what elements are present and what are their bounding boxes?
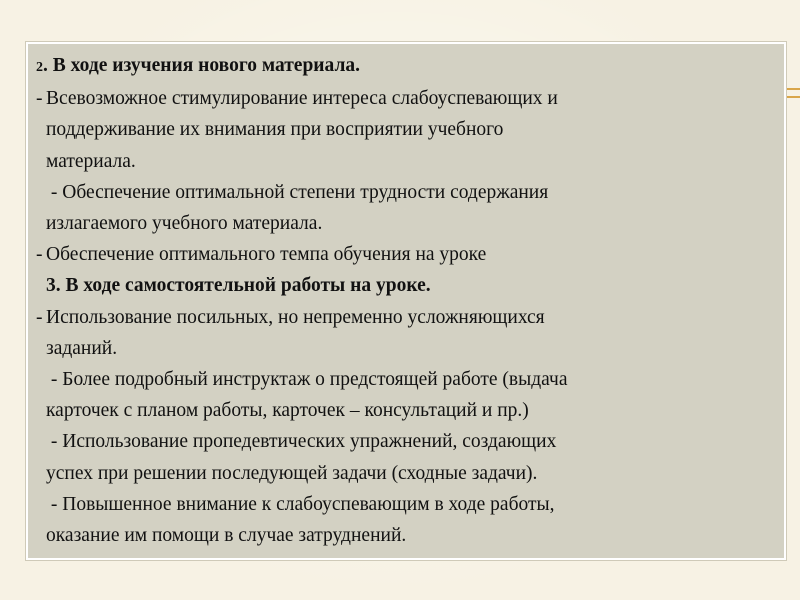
continuation-line: оказание им помощи в случае затруднений. (46, 525, 407, 547)
bullet-dash: - (36, 306, 43, 328)
continuation-line: заданий. (46, 337, 118, 359)
bullet-dash: - (36, 244, 43, 266)
continuation-line: поддерживание их внимания при восприятии учебного (46, 119, 504, 141)
section-heading-3: 3. В ходе самостоятельной работы на уроке. (46, 275, 431, 297)
bullet-dash: - (36, 88, 43, 110)
sub-item-line: - Обеспечение оптимальной степени трудности содержания (46, 181, 549, 203)
sub-item-line: - Повышенное внимание к слабоуспевающим в ходе работы, (46, 493, 555, 515)
content-box (26, 42, 786, 560)
bullet-line (36, 239, 774, 270)
line-text: Всевозможное стимулирование интереса слабоуспевающих и (46, 88, 558, 110)
continuation-line: материала. (46, 150, 136, 172)
continuation-line: карточек с планом работы, карточек – консультаций и пр.) (46, 400, 529, 422)
decorative-stripe (786, 96, 800, 98)
continuation-line: успех при решении последующей задачи (сходные задачи). (46, 462, 538, 484)
line-text: Обеспечение оптимального темпа обучения на уроке (46, 244, 487, 266)
section-heading-2 (36, 50, 774, 83)
section-heading-text: . В ходе изучения нового материала. (43, 55, 361, 76)
bullet-line (36, 83, 774, 114)
sub-item-line: - Более подробный инструктаж о предстоящей работе (выдача (46, 369, 568, 391)
line-text: Использование посильных, но непременно усложняющихся (46, 306, 545, 328)
continuation-line: излагаемого учебного материала. (46, 213, 323, 235)
decorative-stripe (786, 88, 800, 90)
section-heading-number: 2 (36, 60, 43, 75)
bullet-line (36, 302, 774, 333)
sub-item-line: - Использование пропедевтических упражнений, создающих (46, 431, 557, 453)
